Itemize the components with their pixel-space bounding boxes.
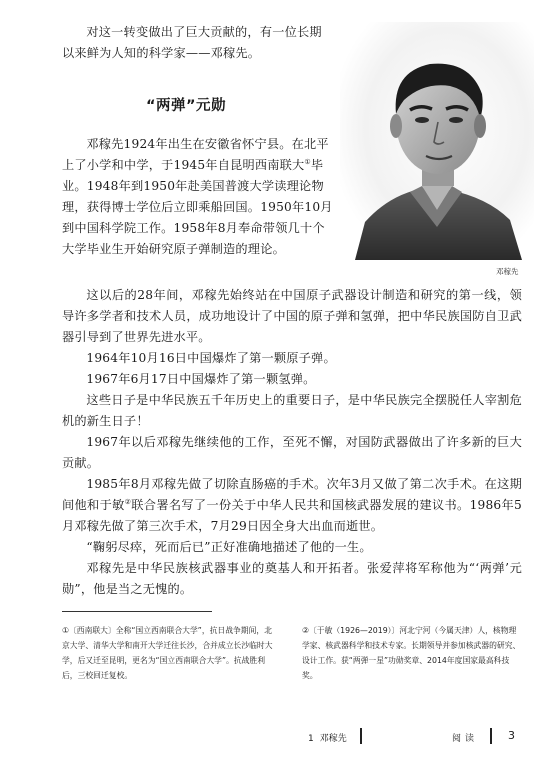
paragraph: 邓稼先是中华民族核武器事业的奠基人和开拓者。张爱萍将军称他为“‘两弹’元勋”，他是当之无愧的。 (62, 561, 522, 596)
footnote-divider (62, 611, 212, 612)
footer-divider-bar (360, 728, 362, 744)
photo-caption: 邓稼先 (496, 267, 519, 276)
lesson-number: 1 (308, 734, 314, 744)
paragraph: 这以后的28年间，邓稼先始终站在中国原子武器设计制造和研究的第一线，领导许多学者和技术人员，成功地设计了中国的原子弹和氢弹，把中华民族国防自卫武器引导到了世界先进水平。 (62, 288, 522, 344)
paragraph: 1964年10月16日中国爆炸了第一颗原子弹。 (86, 351, 336, 365)
footer-lesson (308, 731, 347, 744)
page-number: 3 (508, 729, 515, 742)
paragraph: “鞠躬尽瘁，死而后已”正好准确地描述了他的一生。 (86, 540, 372, 554)
footnote-marker-2: ② (124, 497, 132, 506)
paragraph-text: 1985年8月邓稼先做了切除直肠癌的手术。次年3月又做了第二次手术。在这期间他和于敏 (62, 477, 522, 512)
paragraph-text: 邓稼先1924年出生在安徽省怀宁县。在北平上了小学和中学，于1945年自昆明西南联大 (62, 137, 329, 172)
paragraph: 这些日子是中华民族五千年历史上的重要日子，是中华民族完全摆脱任人宰割危机的新生日子！ (62, 393, 522, 428)
footnote-marker-1: ① (304, 157, 311, 166)
lesson-title: 邓稼先 (319, 734, 347, 744)
footnote-1: ①〔西南联大〕全称“国立西南联合大学”，抗日战争期间，北京大学、清华大学和南开大学迁往长沙，合并成立长沙临时大学，后又迁至昆明，更名为“国立西南联合大学”。抗战胜利后，三校回迁复校。 (62, 626, 273, 680)
paragraph-text: 联合署名写了一份关于中华人民共和国核武器发展的建议书。1986年5月邓稼先做了第三次手术，7月29日因全身大出血而逝世。 (62, 498, 523, 533)
intro-paragraph: 对这一转变做出了巨大贡献的，有一位长期以来鲜为人知的科学家——邓稼先。 (62, 25, 322, 60)
paragraph: 1967年6月17日中国爆炸了第一颗氢弹。 (86, 372, 316, 386)
paragraph-biography (62, 134, 334, 260)
paragraph (62, 474, 522, 537)
portrait-photo (340, 22, 534, 260)
section-title: “两弹”元勋 (146, 98, 227, 114)
portrait-illustration (340, 22, 534, 260)
main-text (62, 285, 522, 600)
footer-section-label: 阅读 (452, 734, 479, 744)
page-footer (0, 728, 554, 748)
footer-divider-bar (490, 728, 492, 744)
footnote-2: ②〔于敏（1926—2019）〕河北宁河（今属天津）人，核物理学家、核武器科学和技术专家。长期领导并参加核武器的研究、设计工作。获“两弹一星”功勋奖章、2014年度国家最高科技奖。 (302, 626, 521, 680)
paragraph-text: 毕业。1948年到1950年赴美国普渡大学读理论物理，获得博士学位后立即乘船回国。1950年10月到中国科学院工作。1958年8月奉命带领几十个大学毕业生开始研究原子弹制造的理论。 (62, 158, 333, 256)
paragraph: 1967年以后邓稼先继续他的工作，至死不懈，对国防武器做出了许多新的巨大贡献。 (62, 435, 522, 470)
